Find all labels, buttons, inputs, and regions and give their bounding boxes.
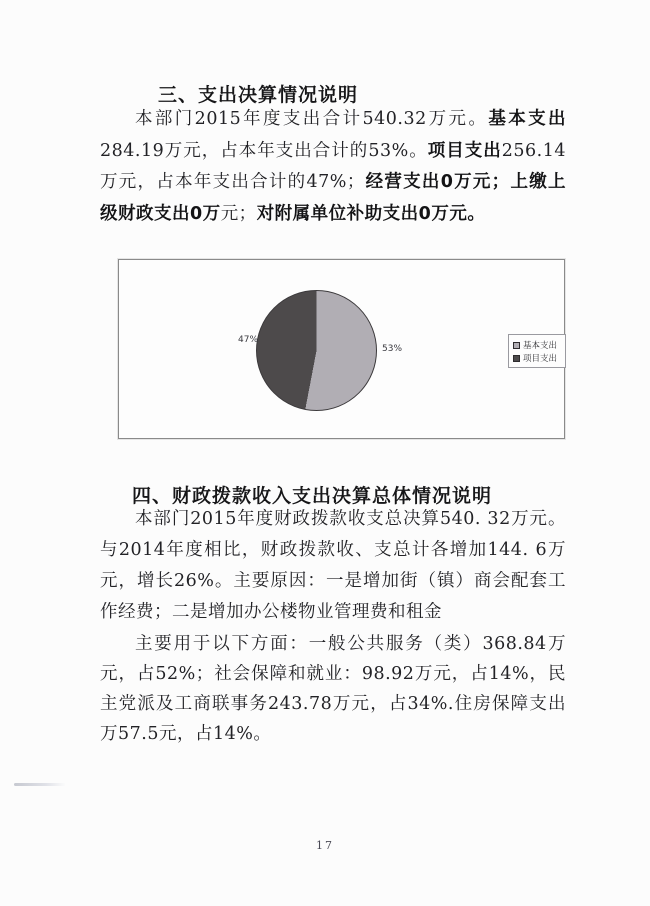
text-run: 元； xyxy=(220,203,257,224)
section3-heading: 三、支出决算情况说明 xyxy=(158,84,359,106)
section4-heading: 四、财政拨款收入支出决算总体情况说明 xyxy=(132,485,493,507)
section4-paragraph-2: 主要用于以下方面：一般公共服务（类）368.84万元，占52%；社会保障和就业：98.92万元，占14%，民主党派及工商联事务243.78万元，占34%.住房保障支出万57.5元，占14%。 xyxy=(100,634,566,744)
expenditure-pie-chart xyxy=(118,259,565,439)
pie-slice-label-53: 53% xyxy=(382,344,403,354)
section3-paragraph xyxy=(100,104,566,230)
legend-label: 项目支出 xyxy=(523,354,558,364)
page-number: 17 xyxy=(316,839,334,852)
legend-swatch xyxy=(513,342,520,349)
chart-legend xyxy=(508,334,566,368)
scan-smudge xyxy=(14,783,66,786)
pie-slice-label-47: 47% xyxy=(238,335,259,345)
legend-swatch xyxy=(513,355,520,362)
text-run-bold: 经营支出0万元； xyxy=(364,172,510,192)
legend-label: 基本支出 xyxy=(523,341,558,351)
legend-item-project xyxy=(513,352,561,364)
text-run: 本部门2015年度支出合计540.32万元。 xyxy=(135,109,489,129)
text-run-bold: 对附属单位补助支出0万元。 xyxy=(256,203,486,224)
pie xyxy=(256,290,377,411)
text-run: 256.14万元，占本年支出合计的47%； xyxy=(100,140,566,192)
text-run-bold: 基本支出 xyxy=(488,109,566,129)
text-run-bold: 项目支出 xyxy=(427,140,502,161)
legend-item-basic xyxy=(513,339,561,351)
text-run: 284.19万元，占本年支出合计的53%。 xyxy=(100,140,428,161)
section4-paragraph-1: 本部门2015年度财政拨款收支总决算540. 32万元。与2014年度相比，财政拨款收、支总计各增加144. 6万元，增长26%。主要原因：一是增加街（镇）商会配套工作经费；二是增加办公楼物业管理费和租金 xyxy=(100,509,566,622)
text-run-bold: 上缴上级财政支出0万 xyxy=(100,172,566,224)
